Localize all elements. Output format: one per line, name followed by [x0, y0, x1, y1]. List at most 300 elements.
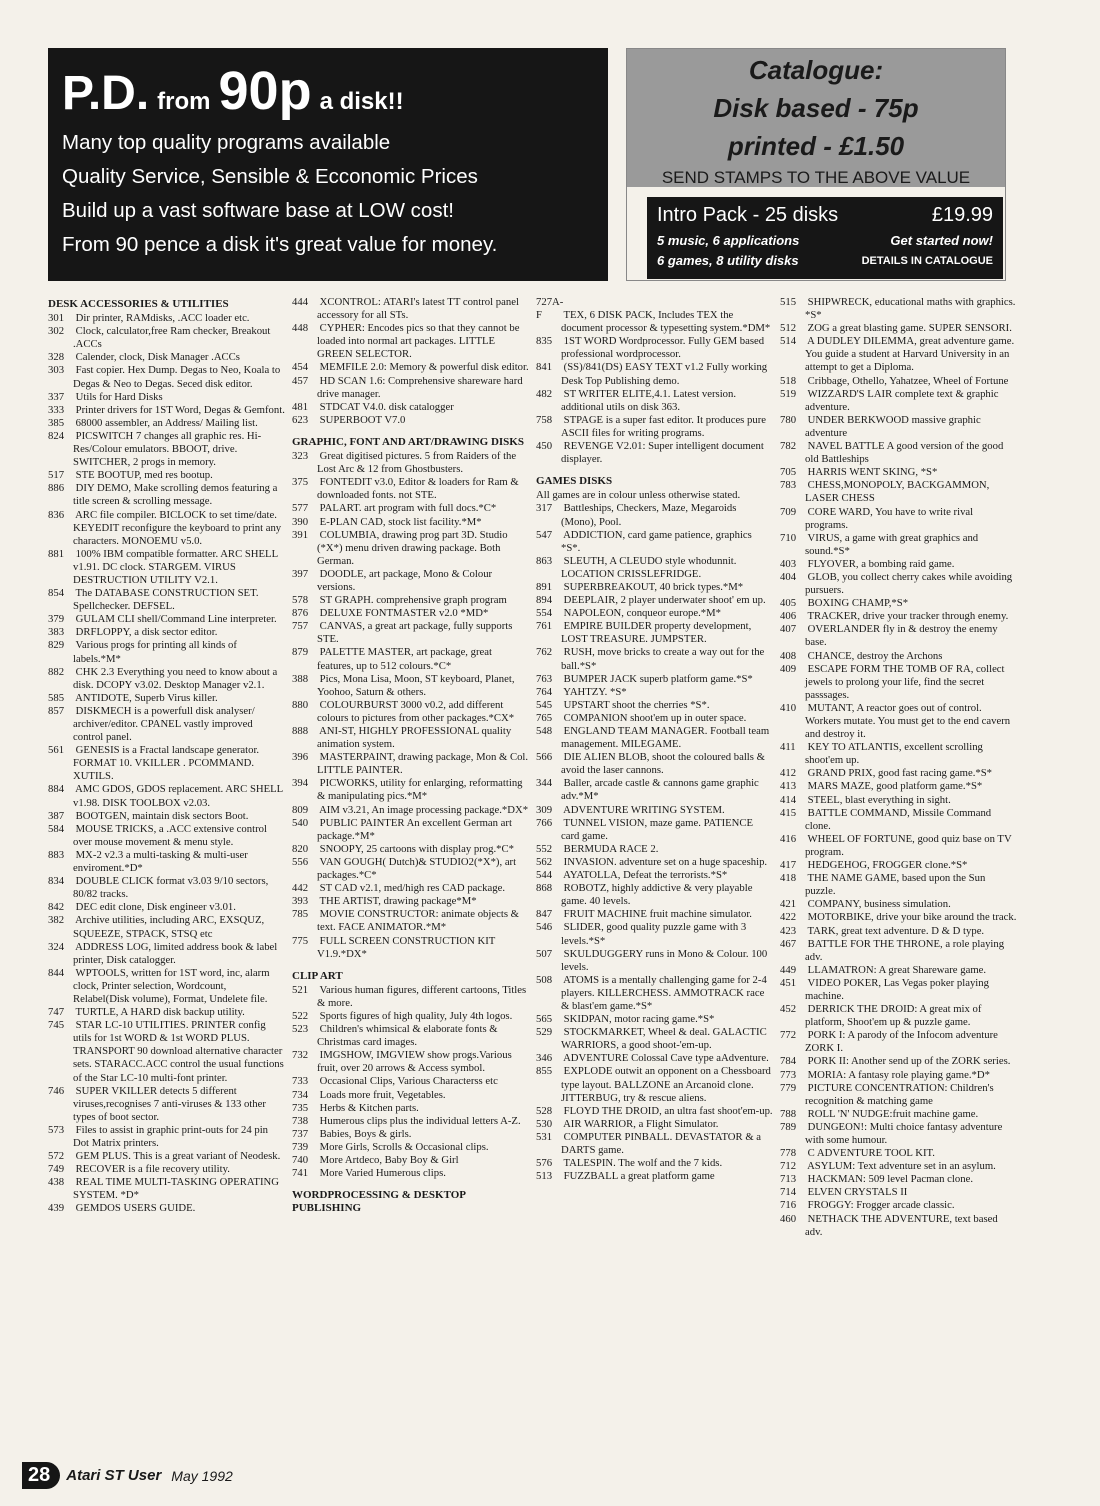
disk-description: Utils for Hard Disks: [75, 390, 163, 403]
catalogue-listing: [48, 296, 1020, 1440]
disk-number: 337: [48, 390, 65, 403]
disk-description: ADDICTION, card game patience, graphics *S*.: [561, 528, 752, 554]
catalogue-title: Catalogue:: [748, 55, 884, 85]
disk-entry: [292, 361, 529, 374]
disk-entry: [48, 509, 285, 548]
disk-number: 387: [48, 809, 65, 822]
disk-description: PALART. art program with full docs.*C*: [319, 502, 497, 515]
disk-entry: [536, 1170, 773, 1183]
disk-entry: [48, 469, 285, 482]
disk-number: 346: [536, 1052, 553, 1065]
disk-description: DERRICK THE DROID: A great mix of platform, Shoot'em up & puzzle game.: [805, 1003, 982, 1029]
disk-entry: [536, 1157, 773, 1170]
disk-description: DUNGEON!: Multi choice fantasy adventure with some humour.: [805, 1120, 1003, 1146]
disk-entry: [780, 1055, 1017, 1068]
disk-description: A DUDLEY DILEMMA, great adventure game. You guide a student at Harvard University in an attempt to get a Diploma.: [805, 335, 1015, 374]
disk-description: More Girls, Scrolls & Occasional clips.: [319, 1140, 489, 1153]
disk-number: 565: [536, 1013, 553, 1026]
disk-entry: [48, 1163, 285, 1176]
catalogue-printed-price: printed - £1.50: [727, 131, 905, 161]
disk-description: TUNNEL VISION, maze game. PATIENCE card game.: [561, 816, 754, 842]
disk-description: THE NAME GAME, based upon the Sun puzzle.: [805, 872, 986, 898]
disk-entry: [536, 335, 773, 361]
disk-number: 530: [536, 1117, 553, 1130]
disk-description: NAPOLEON, conqueor europe.*M*: [563, 607, 721, 620]
disk-description: Files to assist in graphic print-outs for 24 pin Dot Matrix printers.: [73, 1123, 269, 1149]
disk-entry: [292, 568, 529, 594]
disk-number: 847: [536, 908, 553, 921]
disk-number: 738: [292, 1114, 309, 1127]
disk-entry: [536, 921, 773, 947]
disk-entry: [48, 666, 285, 692]
disk-description: TARK, great text adventure. D & D type.: [807, 924, 985, 937]
disk-number: 344: [536, 777, 553, 790]
disk-entry: [292, 1141, 529, 1154]
disk-entry: [48, 364, 285, 390]
section-heading: WORDPROCESSING & DESKTOP PUBLISHING: [292, 1189, 466, 1215]
disk-entry: [780, 1173, 1017, 1186]
disk-number: 410: [780, 701, 797, 714]
disk-number: 554: [536, 607, 553, 620]
disk-number: 876: [292, 607, 309, 620]
disk-description: MUTANT, A reactor goes out of control. Workers mutate. You must get to the end cavern and destroy it.: [805, 701, 1011, 741]
section-heading: GRAPHIC, FONT AND ART/DRAWING DISKS: [292, 435, 524, 448]
disk-description: 100% IBM compatible formatter. ARC SHELL v1.91. DC clock. STARGEM. VIRUS DESTRUCTION UTILITY V2.1.: [73, 547, 278, 586]
disk-description: STAR LC-10 UTILITIES. PRINTER config utils for 1st WORD & 1st WORD PLUS. TRANSPORT 90 download alternative character sets. STARACC.ACC control the usual functions of the Star LC-10 multi-font printer.: [73, 1019, 284, 1084]
disk-description: AYATOLLA, Defeat the terrorists.*S*: [563, 869, 728, 882]
disk-description: Herbs & Kitchen parts.: [319, 1101, 419, 1114]
disk-entry: [292, 984, 529, 1010]
disk-entry: [292, 620, 529, 646]
disk-entry: [292, 529, 529, 568]
disk-description: Occasional Clips, Various Characterss etc: [319, 1075, 498, 1088]
disk-number: 317: [536, 502, 553, 515]
disk-entry: [48, 325, 285, 351]
disk-entry: [48, 901, 285, 914]
disk-number: 562: [536, 855, 553, 868]
disk-entry: [292, 414, 529, 427]
disk-number: 882: [48, 665, 65, 678]
disk-entry: [780, 610, 1017, 623]
disk-entry: [536, 388, 773, 414]
disk-number: 514: [780, 335, 797, 348]
disk-description: DOUBLE CLICK format v3.03 9/10 sectors, 80/82 tracks.: [73, 875, 269, 901]
disk-description: Battleships, Checkers, Maze, Megaroids (Mono), Pool.: [561, 502, 737, 528]
disk-number: 438: [48, 1176, 65, 1189]
disk-number: 886: [48, 482, 65, 495]
disk-description: COMPANION shoot'em up in outer space.: [563, 711, 747, 724]
disk-description: FONTEDIT v3.0, Editor & loaders for Ram & downloaded fonts. not STE.: [317, 476, 519, 502]
disk-entry: [292, 594, 529, 607]
disk-entry: [780, 833, 1017, 859]
disk-number: 745: [48, 1019, 65, 1032]
disk-entry: [48, 351, 285, 364]
disk-number: 414: [780, 793, 797, 806]
disk-number: 740: [292, 1154, 309, 1166]
disk-number: 778: [780, 1147, 797, 1160]
disk-entry: [292, 1075, 529, 1088]
disk-description: TALESPIN. The wolf and the 7 kids.: [563, 1157, 723, 1170]
disk-number: 841: [536, 361, 553, 374]
magazine-name: Atari ST User: [66, 1467, 162, 1484]
disk-description: FUZZBALL a great platform game: [563, 1170, 715, 1183]
disk-entry: [780, 1108, 1017, 1121]
disk-number: 481: [292, 400, 309, 413]
disk-number: 863: [536, 554, 553, 567]
disk-entry: [292, 646, 529, 672]
disk-number: 394: [292, 777, 309, 790]
disk-number: 789: [780, 1120, 797, 1133]
disk-number: 709: [780, 505, 797, 518]
disk-number: 779: [780, 1081, 797, 1094]
disk-description: STDCAT V4.0. disk catalogger: [319, 400, 454, 413]
disk-number: 407: [780, 623, 797, 636]
disk-entry: [48, 391, 285, 404]
disk-description: Sports figures of high quality, July 4th logos.: [319, 1009, 513, 1022]
disk-description: THE ARTIST, drawing package*M*: [319, 895, 477, 908]
disk-description: NAVEL BATTLE A good version of the good old Battleships: [805, 440, 1004, 466]
disk-description: SUPERBREAKOUT, 40 brick types.*M*: [563, 580, 744, 593]
disk-entry: [292, 935, 529, 961]
disk-entry: [780, 296, 1017, 322]
disk-entry: [536, 414, 773, 440]
disk-number: 561: [48, 744, 65, 757]
disk-number: 385: [48, 416, 65, 429]
disk-number: 405: [780, 597, 797, 610]
disk-number: 773: [780, 1068, 797, 1081]
disk-description: STPAGE is a super fast editor. It produces pure ASCII files for writing programs.: [561, 413, 767, 439]
disk-entry: [780, 964, 1017, 977]
disk-entry: [292, 607, 529, 620]
disk-entry: [780, 558, 1017, 571]
disk-number: 829: [48, 639, 65, 652]
disk-entry: [48, 914, 285, 940]
disk-description: AIR WARRIOR, a Flight Simulator.: [563, 1117, 719, 1130]
disk-number: 439: [48, 1202, 65, 1215]
disk-number: 301: [48, 312, 65, 325]
disk-number: 556: [292, 855, 309, 868]
disk-description: HACKMAN: 509 level Pacman clone.: [807, 1173, 973, 1186]
pd-advert-banner: [48, 48, 608, 281]
disk-number: 883: [48, 848, 65, 861]
disk-number: 444: [292, 296, 309, 308]
disk-number: 855: [536, 1065, 553, 1078]
disk-number: 766: [536, 816, 553, 829]
disk-entry: [48, 783, 285, 809]
disk-description: 68000 assembler, an Address/ Mailing list.: [75, 416, 258, 429]
disk-number: 836: [48, 508, 65, 521]
disk-number: 457: [292, 374, 309, 387]
section-note: All games are in colour unless otherwise stated.: [536, 489, 741, 502]
disk-entry: [780, 1160, 1017, 1173]
disk-number: 739: [292, 1140, 309, 1153]
banner-lines: [62, 126, 594, 262]
disk-number: 523: [292, 1023, 309, 1036]
disk-description: YAHTZY. *S*: [563, 685, 627, 698]
intro-pack-contents-1: 5 music, 6 applications: [657, 233, 800, 248]
disk-description: DEEPLAIR, 2 player underwater shoot' em up.: [563, 594, 766, 607]
disk-description: ST GRAPH. comprehensive graph program: [319, 594, 507, 607]
disk-entry: [292, 322, 529, 361]
disk-entry: [536, 843, 773, 856]
disk-description: GEMDOS USERS GUIDE.: [75, 1202, 196, 1215]
disk-description: DISKMECH is a powerfull disk analyser/ archiver/editor. CPANEL vastly improved control panel.: [73, 704, 255, 744]
disk-number: 578: [292, 594, 309, 607]
disk-number: 734: [292, 1088, 309, 1101]
disk-entry: [780, 741, 1017, 767]
disk-entry: [292, 1010, 529, 1023]
disk-description: GULAM CLI shell/Command Line interpreter.: [75, 613, 277, 626]
disk-description: AIM v3.21, An image processing package.*DX*: [319, 803, 529, 816]
disk-description: PORK I: A parody of the Infocom adventure ZORK I.: [805, 1029, 998, 1055]
disk-number: 879: [292, 646, 309, 659]
disk-description: MASTERPAINT, drawing package, Mon & Col. LITTLE PAINTER.: [317, 751, 529, 777]
disk-description: HEDGEHOG, FROGGER clone.*S*: [807, 859, 968, 872]
disk-number: 451: [780, 976, 797, 989]
disk-number: 417: [780, 859, 797, 872]
disk-entry: [292, 895, 529, 908]
disk-number: 448: [292, 322, 309, 335]
disk-entry: [780, 663, 1017, 702]
intro-pack-slogan: Get started now!: [890, 233, 993, 248]
disk-number: 546: [536, 921, 553, 934]
disk-description: Clock, calculator,free Ram checker, Breakout .ACCs: [73, 325, 271, 351]
disk-number: 382: [48, 914, 65, 927]
disk-entry: [780, 872, 1017, 898]
disk-entry: [536, 856, 773, 869]
disk-description: CHANCE, destroy the Archons: [807, 649, 943, 662]
disk-description: AMC GDOS, GDOS replacement. ARC SHELL v1.98. DISK TOOLBOX v2.03.: [73, 783, 283, 809]
disk-description: Pics, Mona Lisa, Moon, ST keyboard, Planet, Yoohoo, Saturn & others.: [317, 672, 515, 698]
disk-description: ST CAD v2.1, med/high res CAD package.: [319, 882, 505, 895]
disk-entry: [536, 673, 773, 686]
disk-description: BATTLE COMMAND, Missile Command clone.: [805, 806, 992, 832]
disk-number: 449: [780, 963, 797, 976]
disk-number: 783: [780, 479, 797, 492]
disk-description: ADVENTURE WRITING SYSTEM.: [563, 803, 725, 816]
disk-number: 529: [536, 1026, 553, 1039]
disk-number: 452: [780, 1003, 797, 1016]
disk-description: More Artdeco, Baby Boy & Girl: [319, 1154, 459, 1166]
disk-entry: [536, 817, 773, 843]
disk-number: 421: [780, 898, 797, 911]
disk-entry: [780, 1069, 1017, 1082]
disk-entry: [292, 476, 529, 502]
disk-description: PUBLIC PAINTER An excellent German art package.*M*: [317, 816, 512, 842]
disk-number: 782: [780, 440, 797, 453]
disk-description: SHIPWRECK, educational maths with graphics. *S*: [805, 296, 1016, 322]
disk-entry: [292, 751, 529, 777]
disk-description: MOVIE CONSTRUCTOR: animate objects & text. FACE ANIMATOR.*M*: [317, 908, 519, 934]
disk-number: 749: [48, 1163, 65, 1176]
disk-entry: [780, 780, 1017, 793]
disk-number: 467: [780, 937, 797, 950]
disk-description: ENGLAND TEAM MANAGER. Football team management. MILEGAME.: [561, 725, 770, 751]
disk-number: 716: [780, 1199, 797, 1212]
banner-line: Build up a vast software base at LOW cost!: [62, 199, 454, 222]
disk-entry: [780, 414, 1017, 440]
disk-number: 737: [292, 1127, 309, 1140]
disk-number: 302: [48, 325, 65, 338]
disk-entry: [780, 1213, 1017, 1239]
section-heading: CLIP ART: [292, 969, 343, 982]
disk-entry: [292, 1023, 529, 1049]
disk-number: 418: [780, 872, 797, 885]
disk-description: DOODLE, art package, Mono & Colour versions.: [317, 567, 493, 593]
disk-entry: [292, 1128, 529, 1141]
disk-number: 713: [780, 1173, 797, 1186]
disk-entry: [48, 967, 285, 1006]
disk-number: 518: [780, 374, 797, 387]
disk-number: 515: [780, 296, 797, 308]
disk-entry: [292, 673, 529, 699]
disk-description: PICTURE CONCENTRATION: Children's recognition & matching game: [805, 1081, 994, 1107]
disk-entry: [536, 502, 773, 528]
disk-description: ANTIDOTE, Superb Virus killer.: [75, 691, 218, 704]
disk-entry: [536, 974, 773, 1013]
disk-description: Children's whimsical & elaborate fonts & Christmas card images.: [317, 1023, 498, 1049]
disk-number: 409: [780, 662, 797, 675]
disk-description: GLOB, you collect cherry cakes while avoiding pursuers.: [805, 570, 1013, 597]
disk-description: ROLL 'N' NUDGE:fruit machine game.: [807, 1107, 979, 1120]
catalogue-send-note: SEND STAMPS TO THE ABOVE VALUE: [661, 168, 971, 187]
disk-entry: [536, 686, 773, 699]
disk-number: 454: [292, 361, 309, 374]
disk-number: 412: [780, 767, 797, 780]
disk-description: C ADVENTURE TOOL KIT.: [807, 1147, 935, 1160]
disk-entry: [780, 440, 1017, 466]
disk-description: RECOVER is a file recovery utility.: [75, 1163, 230, 1176]
disk-number: 884: [48, 783, 65, 796]
disk-description: MOTORBIKE, drive your bike around the track.: [807, 911, 1017, 924]
disk-entry: [780, 767, 1017, 780]
disk-description: INVASION. adventure set on a huge spaceship.: [563, 855, 768, 868]
disk-description: (SS)/841(DS) EASY TEXT v1.2 Fully working Desk Top Publishing demo.: [561, 361, 768, 387]
disk-entry: [536, 1065, 773, 1104]
disk-entry: [780, 794, 1017, 807]
disk-entry: [536, 555, 773, 581]
disk-description: OVERLANDER fly in & destroy the enemy base.: [805, 623, 998, 649]
disk-number: 482: [536, 387, 553, 400]
intro-pack-details: DETAILS IN CATALOGUE: [861, 255, 993, 267]
disk-description: XCONTROL: ATARI's latest TT control panel accessory for all STs.: [317, 296, 519, 322]
disk-number: 544: [536, 869, 553, 882]
disk-entry: [780, 650, 1017, 663]
disk-entry: [292, 1089, 529, 1102]
disk-description: EXPLODE outwit an opponent on a Chessboard type layout. BALLZONE an Arcanoid clone. JITTERBUG, try & rescue aliens.: [561, 1065, 771, 1104]
disk-entry: [48, 1150, 285, 1163]
disk-entry: [780, 532, 1017, 558]
disk-entry: [292, 817, 529, 843]
disk-entry: [536, 440, 773, 466]
listing-column: [780, 296, 1017, 1440]
disk-description: ST WRITER ELITE,4.1. Latest version. additional utils on disk 363.: [561, 387, 737, 413]
disk-entry: [780, 597, 1017, 610]
disk-entry: [536, 581, 773, 594]
page-footer: [22, 1462, 233, 1489]
disk-description: Loads more fruit, Vegetables.: [319, 1088, 446, 1101]
disk-description: Calender, clock, Disk Manager .ACCs: [75, 351, 240, 364]
disk-entry: [292, 1154, 529, 1167]
disk-entry: [48, 941, 285, 967]
disk-description: BATTLE FOR THE THRONE, a role playing adv.: [805, 937, 1005, 963]
disk-number: 375: [292, 476, 309, 489]
disk-number: 566: [536, 751, 553, 764]
disk-entry: [780, 466, 1017, 479]
disk-number: 761: [536, 620, 553, 633]
disk-entry: [780, 1199, 1017, 1212]
pd-price: 90p: [218, 61, 312, 121]
disk-number: 393: [292, 895, 309, 908]
banner-line: Quality Service, Sensible & Ecconomic Prices: [62, 165, 478, 188]
disk-entry: [536, 594, 773, 607]
disk-entry: [536, 777, 773, 803]
disk-entry: [48, 613, 285, 626]
disk-entry: [292, 843, 529, 856]
disk-description: PICSWITCH 7 changes all graphic res. Hi-Res/Colour emulators. BBOOT, drive. SWITCHER, 2 progs in memory.: [73, 429, 262, 469]
catalogue-advert: [626, 48, 1006, 281]
disk-entry: [48, 417, 285, 430]
disk-number: 450: [536, 440, 553, 453]
disk-description: MARS MAZE, good platform game.*S*: [807, 780, 983, 793]
disk-entry: [780, 571, 1017, 597]
disk-description: ELVEN CRYSTALS II: [807, 1186, 908, 1199]
disk-number: 415: [780, 806, 797, 819]
disk-description: FULL SCREEN CONSTRUCTION KIT V1.9.*DX*: [317, 934, 496, 960]
disk-entry: [536, 620, 773, 646]
intro-pack-price: £19.99: [931, 204, 993, 226]
disk-entry: [536, 296, 773, 335]
disk-number: 423: [780, 924, 797, 937]
disk-entry: [292, 1167, 529, 1180]
disk-entry: [536, 361, 773, 387]
disk-number: 408: [780, 649, 797, 662]
disk-entry: [292, 1115, 529, 1128]
disk-number: 508: [536, 973, 553, 986]
disk-number: 854: [48, 587, 65, 600]
disk-entry: [292, 375, 529, 401]
disk-entry: [292, 516, 529, 529]
disk-number: 735: [292, 1101, 309, 1114]
disk-description: FLOYD THE DROID, an ultra fast shoot'em-up.: [563, 1104, 773, 1117]
disk-description: ATOMS is a mentally challenging game for 2-4 players. KILLERCHESS. AMMOTRACK race & blast'em game.*S*: [561, 973, 767, 1012]
disk-description: SUPER VKILLER detects 5 different viruses,recognises 7 anti-viruses & 133 other types of boot sector.: [73, 1084, 266, 1123]
disk-entry: [780, 1186, 1017, 1199]
listing-column: [536, 296, 773, 1440]
disk-description: SLEUTH, A CLEUDO style whodunnit. LOCATION CRISSLEFRIDGE.: [561, 554, 737, 580]
disk-description: CYPHER: Encodes pics so that they cannot be loaded into normal art packages. LITTLE GREEN SELECTOR.: [317, 322, 520, 361]
disk-entry: [780, 1147, 1017, 1160]
disk-number: 531: [536, 1130, 553, 1143]
disk-number: 422: [780, 911, 797, 924]
disk-entry: [292, 699, 529, 725]
disk-description: RUSH, move bricks to create a way out for the ball.*S*: [561, 646, 765, 672]
disk-entry: [780, 859, 1017, 872]
disk-description: GENESIS is a Fractal landscape generator. FORMAT 10. VKILLER . PCOMMAND. XUTILS.: [73, 744, 260, 783]
disk-description: ARC file compiler. BICLOCK to set time/date. KEYEDIT reconfigure the keyboard to print any characters. MONOEMU v5.0.: [73, 508, 282, 547]
disk-entry: [48, 705, 285, 744]
disk-number: 765: [536, 711, 553, 724]
disk-number: 710: [780, 531, 797, 544]
disk-description: SNOOPY, 25 cartoons with display prog.*C*: [319, 842, 514, 855]
disk-description: CHK 2.3 Everything you need to know about a disk. DCOPY v3.02. Desktop Manager v2.1.: [73, 665, 278, 691]
disk-entry: [292, 908, 529, 934]
disk-number: 764: [536, 685, 553, 698]
disk-number: 762: [536, 646, 553, 659]
disk-description: FLYOVER, a bombing raid game.: [807, 557, 955, 570]
disk-number: 584: [48, 822, 65, 835]
pd-headline: [62, 60, 594, 122]
